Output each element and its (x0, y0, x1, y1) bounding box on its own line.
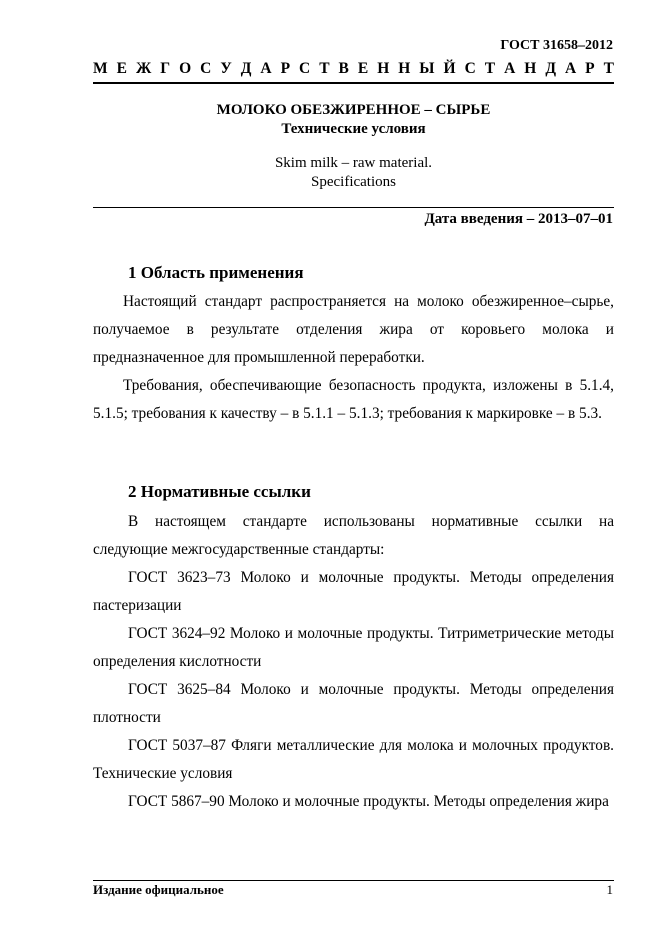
top-divider (93, 82, 614, 84)
standard-type-letter: Д (545, 60, 556, 77)
standard-type-letter: В (338, 60, 349, 77)
reference-item: ГОСТ 3625–84 Молоко и молочные продукты. Методы определения плотности (93, 681, 614, 726)
section-1-heading: 1 Область применения (128, 263, 304, 282)
title-en-main: Skim milk – raw material. (274, 155, 433, 171)
section-1-paragraph-1: Настоящий стандарт распространяется на молоко обезжиренное–сырье, получаемое в результате отделения жира от коровьего молока и предназначенное для промышленной переработки. (93, 293, 614, 366)
standard-type-letter: Н (398, 60, 411, 77)
standard-type-letter: Д (240, 60, 252, 77)
title-ru-sub: Технические условия (281, 121, 426, 137)
standard-type-letter: О (179, 60, 192, 77)
title-russian (93, 101, 614, 139)
standard-type-letter: Т (603, 60, 614, 77)
standard-type-letter: Р (585, 60, 595, 77)
standard-type-heading (93, 60, 614, 78)
title-divider (93, 207, 614, 208)
reference-item: ГОСТ 5867–90 Молоко и молочные продукты. Методы определения жира (128, 793, 609, 810)
standard-type-letter: Й (443, 60, 456, 77)
section-2-heading: 2 Нормативные ссылки (128, 482, 311, 501)
standard-type-letter: Ж (135, 60, 152, 77)
section-2-body (93, 508, 614, 816)
document-code: ГОСТ 31658–2012 (500, 38, 613, 53)
standard-type-letter: А (564, 60, 577, 77)
introduction-date: Дата введения – 2013–07–01 (424, 211, 613, 227)
section-1-paragraph-2: Требования, обеспечивающие безопасность продукта, изложены в 5.1.4, 5.1.5; требования к качеству – в 5.1.1 – 5.1.3; требования к маркировке – в 5.3. (93, 377, 614, 422)
standard-type-letter: Н (524, 60, 537, 77)
standard-type-letter: С (464, 60, 476, 77)
standard-type-letter: М (93, 60, 108, 77)
reference-item: ГОСТ 3623–73 Молоко и молочные продукты. Методы определения пастеризации (93, 569, 614, 614)
section-1-body (93, 288, 614, 428)
reference-item: ГОСТ 5037–87 Фляги металлические для молока и молочных продуктов. Технические условия (93, 737, 614, 782)
title-en-sub: Specifications (311, 174, 396, 190)
standard-type-letter: Н (377, 60, 390, 77)
standard-type-letter: Е (357, 60, 369, 77)
page-number: 1 (606, 882, 613, 897)
standard-type-letter: С (299, 60, 311, 77)
edition-label: Издание официальное (93, 882, 224, 897)
reference-item: ГОСТ 3624–92 Молоко и молочные продукты. Титриметрические методы определения кислотности (93, 625, 614, 670)
standard-type-letter: Е (116, 60, 127, 77)
standard-type-letter: Ы (419, 60, 435, 77)
standard-type-letter: Г (160, 60, 171, 77)
standard-type-letter: Т (319, 60, 330, 77)
title-english (93, 154, 614, 192)
section-2-intro: В настоящем стандарте использованы нормативные ссылки на следующие межгосударственные стандарты: (93, 513, 614, 558)
footer-divider (93, 880, 614, 881)
standard-type-letter: Т (484, 60, 496, 77)
standard-type-letter: У (220, 60, 232, 77)
standard-type-letter: С (200, 60, 212, 77)
title-ru-main: МОЛОКО ОБЕЗЖИРЕННОЕ – СЫРЬЕ (216, 102, 491, 118)
standard-type-letter: А (504, 60, 516, 77)
standard-type-letter: А (260, 60, 272, 77)
standard-type-letter: Р (280, 60, 291, 77)
